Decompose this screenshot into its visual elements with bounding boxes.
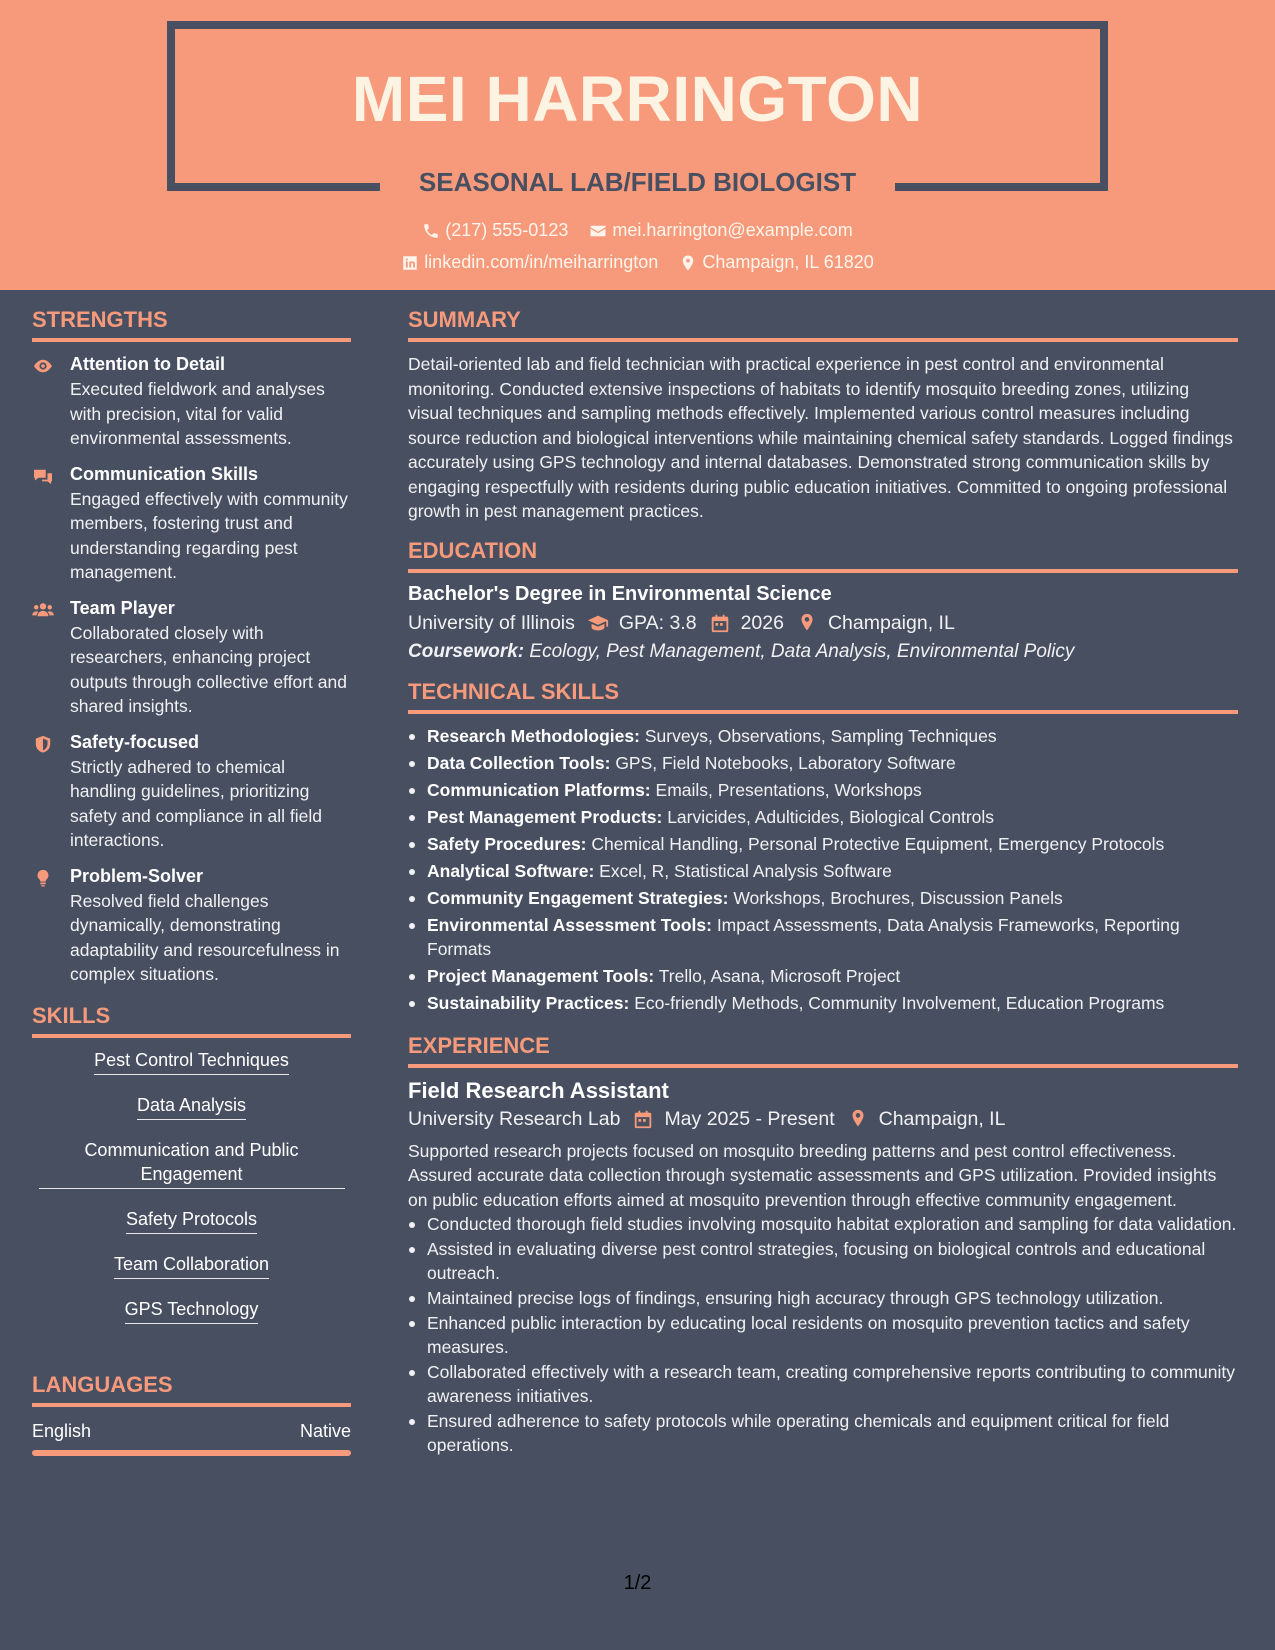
languages-heading: LANGUAGES <box>32 1372 351 1407</box>
language-level: Native <box>299 1420 351 1441</box>
experience-bullets <box>408 1212 1238 1457</box>
education-location: Champaign, IL <box>827 611 955 634</box>
strength-title: Communication Skills <box>70 463 259 484</box>
coursework-label: Coursework: <box>408 640 525 662</box>
strength-text: Strictly adhered to chemical handling guidelines, prioritizing safety and compliance in all field interactions. <box>70 756 322 850</box>
phone-text: (217) 555-0123 <box>445 220 569 240</box>
list-item: Ensured adherence to safety protocols while operating chemicals and equipment critical for field operations. <box>408 1409 1238 1457</box>
skill-tag: Pest Control Techniques <box>94 1048 289 1075</box>
skills-list <box>32 1048 351 1342</box>
contact-phone[interactable] <box>422 220 568 241</box>
contact-location <box>679 252 873 273</box>
map-marker-icon <box>847 1109 869 1129</box>
strength-item <box>32 464 351 585</box>
list-item: Conducted thorough field studies involving mosquito habitat exploration and sampling for data validation. <box>408 1212 1238 1236</box>
strength-text: Collaborated closely with researchers, enhancing project outputs through collective effort and shared insights. <box>70 622 347 716</box>
list-item: Collaborated effectively with a research team, creating comprehensive reports contributing to community awareness initiatives. <box>408 1360 1238 1408</box>
strength-text: Executed fieldwork and analyses with precision, vital for valid environmental assessments. <box>70 379 325 448</box>
contact-email[interactable] <box>589 220 852 241</box>
experience-heading: EXPERIENCE <box>408 1033 1238 1068</box>
contact-row-2 <box>0 252 1275 277</box>
experience-location: Champaign, IL <box>878 1107 1006 1130</box>
list-item: Project Management Tools: Trello, Asana, Microsoft Project <box>408 964 1238 988</box>
strength-title: Attention to Detail <box>70 354 225 374</box>
strengths-heading: STRENGTHS <box>32 307 351 342</box>
skill-tag: Safety Protocols <box>126 1207 257 1234</box>
strength-title: Safety-focused <box>70 731 200 752</box>
coursework-text: Ecology, Pest Management, Data Analysis, Environmental Policy <box>529 640 1075 662</box>
list-item: Communication Platforms: Emails, Presentations, Workshops <box>408 778 1238 802</box>
skill-tag: Data Analysis <box>137 1093 246 1120</box>
users-icon <box>32 601 54 619</box>
shield-icon <box>32 735 54 753</box>
strength-item <box>32 598 351 719</box>
experience-description: Supported research projects focused on mosquito breeding patterns and pest control effectiveness. Assured accurate data collection through systematic assessments and GPS utilization. Provided insights on public education efforts aimed at mosquito prevention through effective community engagement. <box>408 1140 1217 1210</box>
technical-skills-list <box>408 724 1238 1015</box>
calendar-icon <box>709 613 731 633</box>
skill-tag: GPS Technology <box>125 1297 259 1324</box>
list-item: Research Methodologies: Surveys, Observations, Sampling Techniques <box>408 724 1238 748</box>
resume-header <box>0 0 1275 290</box>
skills-heading: SKILLS <box>32 1003 351 1038</box>
experience-item <box>408 1078 1238 1458</box>
education-gpa: GPA: 3.8 <box>618 611 697 634</box>
list-item: Data Collection Tools: GPS, Field Notebooks, Laboratory Software <box>408 751 1238 775</box>
phone-icon <box>422 222 440 240</box>
page-number: 1/2 <box>623 1572 652 1594</box>
comments-icon <box>32 467 54 485</box>
list-item: Enhanced public interaction by educating local residents on mosquito prevention tactics and safety measures. <box>408 1311 1238 1359</box>
strength-text: Engaged effectively with community members, fostering trust and understanding regarding pest management. <box>70 488 348 582</box>
job-title: SEASONAL LAB/FIELD BIOLOGIST <box>418 167 857 197</box>
eye-icon <box>32 357 54 375</box>
technical-skills-heading: TECHNICAL SKILLS <box>408 679 1238 714</box>
education-school: University of Illinois <box>408 611 575 634</box>
list-item: Community Engagement Strategies: Workshops, Brochures, Discussion Panels <box>408 886 1238 910</box>
email-text: mei.harrington@example.com <box>612 220 853 240</box>
skill-tag: Communication and Public Engagement <box>39 1138 345 1189</box>
envelope-icon <box>589 222 607 240</box>
strength-item <box>32 866 351 987</box>
education-heading: EDUCATION <box>408 538 1238 573</box>
map-marker-icon <box>679 254 697 272</box>
map-marker-icon <box>796 613 818 633</box>
language-item <box>32 1421 351 1456</box>
skill-tag: Team Collaboration <box>114 1252 269 1279</box>
experience-dates: May 2025 - Present <box>664 1107 835 1130</box>
strength-text: Resolved field challenges dynamically, demonstrating adaptability and resourcefulness in complex situations. <box>70 890 340 984</box>
candidate-name: MEI HARRINGTON <box>351 63 924 135</box>
language-name: English <box>32 1420 92 1441</box>
list-item: Safety Procedures: Chemical Handling, Personal Protective Equipment, Emergency Protocols <box>408 832 1238 856</box>
strength-title: Team Player <box>70 597 175 618</box>
location-text: Champaign, IL 61820 <box>702 252 874 272</box>
list-item: Maintained precise logs of findings, ensuring high accuracy through GPS technology utilization. <box>408 1286 1238 1310</box>
linkedin-icon <box>401 254 419 272</box>
list-item: Analytical Software: Excel, R, Statistical Analysis Software <box>408 859 1238 883</box>
summary-text: Detail-oriented lab and field technician with practical experience in pest control and environmental monitoring. Conducted extensive inspections of habitats to identify mosquito breeding zones, utilizing visual techniques and sampling methods effectively. Implemented various control measures including source reduction and biological interventions while maintaining chemical safety standards. Logged findings accurately using GPS technology and internal databases. Demonstrated strong communication skills by engaging respectfully with residents during public education initiatives. Committed to ongoing professional growth in pest management practices. <box>408 354 1233 521</box>
list-item: Pest Management Products: Larvicides, Adulticides, Biological Controls <box>408 805 1238 829</box>
education-degree: Bachelor's Degree in Environmental Science <box>408 582 832 605</box>
experience-company: University Research Lab <box>408 1107 621 1130</box>
summary-heading: SUMMARY <box>408 307 1238 342</box>
graduation-cap-icon <box>587 613 609 633</box>
lightbulb-icon <box>32 869 54 887</box>
calendar-icon <box>632 1109 654 1129</box>
list-item: Assisted in evaluating diverse pest control strategies, focusing on biological controls and educational outreach. <box>408 1237 1238 1285</box>
education-coursework <box>408 641 1238 663</box>
right-column <box>408 307 1238 1458</box>
strengths-list <box>32 354 351 987</box>
linkedin-text: linkedin.com/in/meiharrington <box>424 252 659 272</box>
strength-title: Problem-Solver <box>70 865 204 886</box>
education-meta <box>408 612 1238 635</box>
experience-meta <box>408 1108 1238 1131</box>
contact-linkedin[interactable] <box>401 252 658 273</box>
contact-row-1 <box>0 220 1275 245</box>
language-proficiency-bar <box>32 1450 351 1456</box>
strength-item <box>32 354 351 451</box>
education-year: 2026 <box>740 611 784 634</box>
experience-title: Field Research Assistant <box>408 1077 669 1103</box>
strength-item <box>32 732 351 853</box>
left-column <box>32 307 351 1456</box>
list-item: Sustainability Practices: Eco-friendly Methods, Community Involvement, Education Programs <box>408 991 1238 1015</box>
list-item: Environmental Assessment Tools: Impact Assessments, Data Analysis Frameworks, Reporting Formats <box>408 913 1238 961</box>
